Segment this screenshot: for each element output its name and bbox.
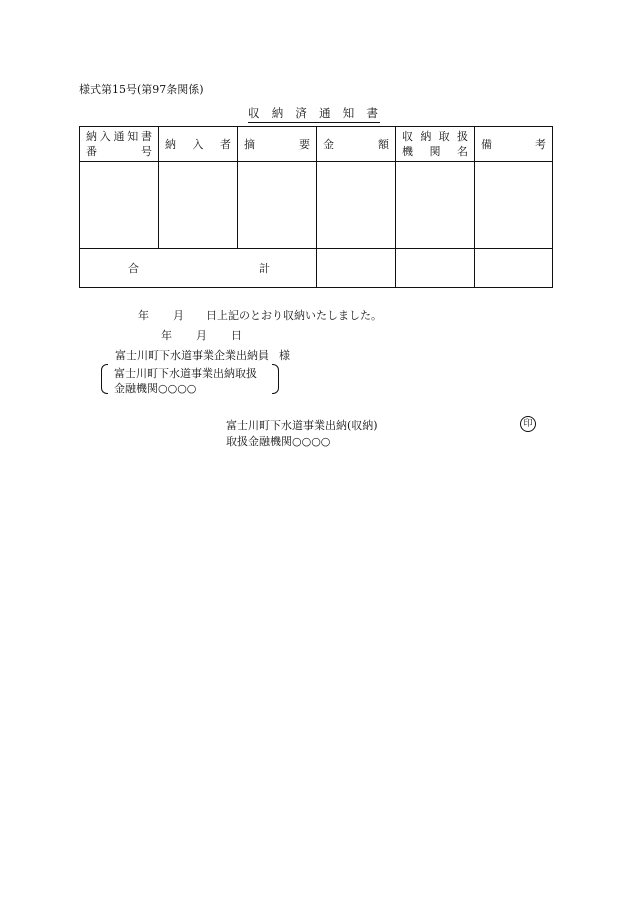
header-line: 機関名 xyxy=(402,145,468,158)
total-label-cell xyxy=(80,249,317,288)
total-label-right: 計 xyxy=(259,262,270,275)
total-remarks-cell[interactable] xyxy=(475,249,553,288)
right-bracket xyxy=(272,364,279,394)
header-line: 摘要 xyxy=(244,137,310,151)
header-remarks xyxy=(475,127,553,162)
total-amount-cell[interactable] xyxy=(317,249,396,288)
date-day: 日 xyxy=(231,329,242,342)
statement-day-text: 日上記のとおり収納いたしました。 xyxy=(206,309,382,322)
left-bracket xyxy=(101,364,108,394)
header-line: 番号 xyxy=(86,145,152,158)
cell-remarks[interactable] xyxy=(475,162,553,249)
total-label-left: 合 xyxy=(128,262,139,275)
receipt-statement xyxy=(138,307,382,323)
issuer-line-1: 富士川町下水道事業出納(収納) xyxy=(226,419,378,432)
header-payer xyxy=(159,127,238,162)
date-year: 年 xyxy=(161,329,172,342)
header-line: 納入者 xyxy=(165,137,231,151)
cell-amount[interactable] xyxy=(317,162,396,249)
total-institution-cell[interactable] xyxy=(396,249,475,288)
header-amount xyxy=(317,127,396,162)
addressee-name: 富士川町下水道事業企業出納員 xyxy=(115,349,269,362)
total-row xyxy=(80,249,553,288)
statement-year: 年 xyxy=(138,309,149,322)
header-line: 備考 xyxy=(481,137,546,151)
date-month: 月 xyxy=(196,329,207,342)
issuer-line-2: 取扱金融機関○○○○ xyxy=(226,435,331,448)
statement-month: 月 xyxy=(173,309,184,322)
header-notice-number xyxy=(80,127,159,162)
addressee xyxy=(115,347,290,363)
header-description xyxy=(238,127,317,162)
cell-description[interactable] xyxy=(238,162,317,249)
header-line: 金額 xyxy=(323,137,389,151)
header-receiving-institution xyxy=(396,127,475,162)
seal-mark: 印 xyxy=(520,416,536,432)
cell-receiving-institution[interactable] xyxy=(396,162,475,249)
bracket-line-2: 金融機関○○○○ xyxy=(114,382,197,395)
table-row xyxy=(80,162,553,249)
form-number: 様式第15号(第97条関係) xyxy=(79,83,204,96)
addressee-honorific: 様 xyxy=(279,349,290,362)
table-header-row xyxy=(80,127,553,162)
receipt-table xyxy=(79,126,553,288)
bracketed-institution xyxy=(101,364,279,394)
header-line: 納入通知書 xyxy=(86,130,152,143)
bracket-line-1: 富士川町下水道事業出納取扱 xyxy=(114,367,257,380)
document-title: 収納済通知書 xyxy=(248,105,380,123)
cell-payer[interactable] xyxy=(159,162,238,249)
cell-notice-number[interactable] xyxy=(80,162,159,249)
header-line: 収納取扱 xyxy=(402,130,468,143)
date-line xyxy=(161,327,242,343)
